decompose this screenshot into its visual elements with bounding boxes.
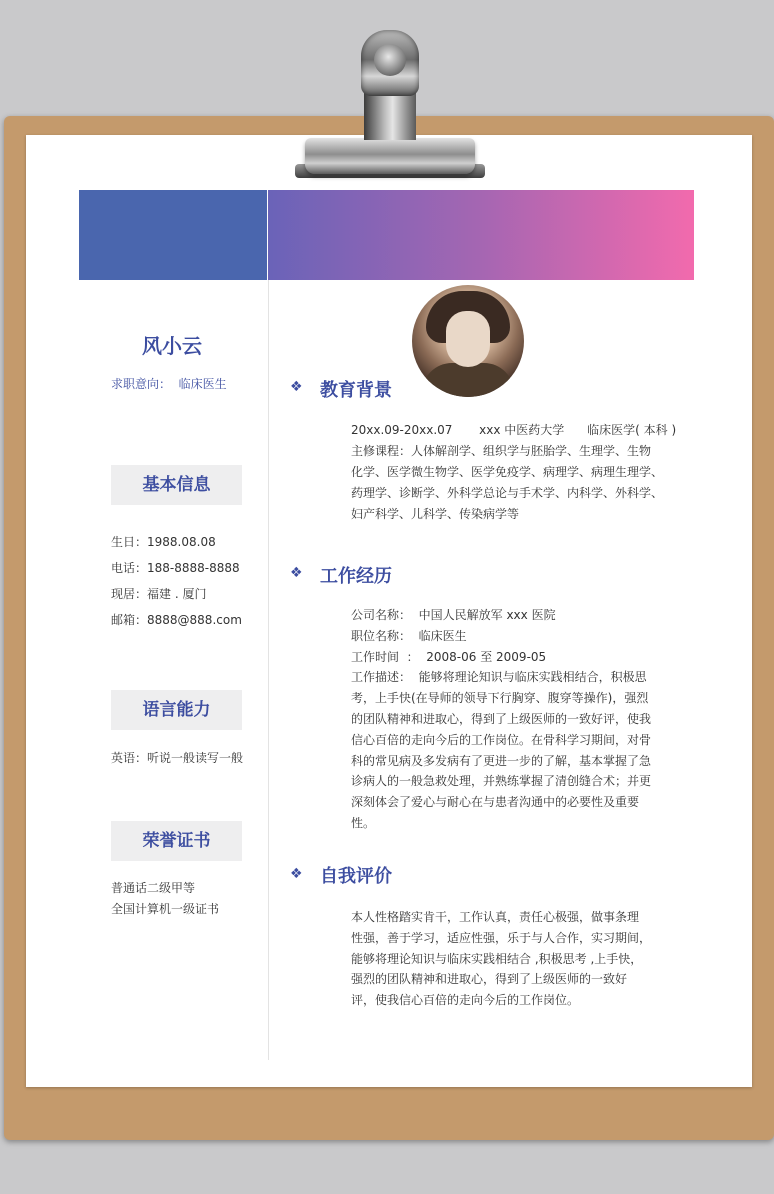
diamond-icon: ❖ [290, 565, 303, 581]
column-divider [268, 280, 269, 1060]
language-line: 英语：听说一般读写一般 [111, 751, 244, 765]
self-eval-line: 能够将理论知识与临床实践相结合 ,积极思考 ,上手快， [351, 952, 643, 966]
phone-line: 电话：188-8888-8888 [111, 561, 240, 575]
honors-heading: 荣誉证书 [111, 821, 242, 861]
education-line: 妇产科学、儿科学、传染病学等 [351, 507, 520, 521]
binder-clip-base [305, 138, 475, 174]
profile-photo [412, 285, 524, 397]
education-line: 化学、医学微生物学、医学免疫学、病理学、病理生理学、 [351, 465, 664, 479]
self-eval-line: 性强，善于学习，适应性强，乐于与人合作，实习期间， [351, 931, 652, 945]
header-band-left [79, 190, 267, 280]
work-line: 诊病人的一般急救处理，并熟练掌握了清创缝合术；并更 [351, 774, 652, 788]
candidate-name: 风小云 [142, 334, 202, 358]
basic-info-heading: 基本信息 [111, 465, 242, 505]
education-line: 20xx.09-20xx.07 xxx 中医药大学 临床医学( 本科 ) [351, 423, 677, 437]
self-eval-line: 本人性格踏实肯干，工作认真，责任心极强，做事条理 [351, 910, 640, 924]
self-eval-title: 自我评价 [320, 866, 392, 887]
work-line: 公司名称： 中国人民解放军 xxx 医院 [351, 608, 556, 622]
work-title: 工作经历 [320, 566, 392, 587]
work-line: 工作时间 ： 2008-06 至 2009-05 [351, 650, 547, 664]
clip-hole [374, 44, 406, 76]
birthday-line: 生日：1988.08.08 [111, 535, 216, 549]
binder-clip-neck [364, 90, 416, 140]
work-line: 性。 [351, 816, 376, 830]
diamond-icon: ❖ [290, 866, 303, 882]
honor-line: 全国计算机一级证书 [111, 902, 220, 916]
email-line: 邮箱：8888@888.com [111, 613, 242, 627]
self-eval-line: 评，使我信心百倍的走向今后的工作岗位。 [351, 993, 580, 1007]
education-title: 教育背景 [320, 380, 392, 401]
header-band-right [268, 190, 694, 280]
residence-line: 现居：福建 . 厦门 [111, 587, 207, 601]
job-intent: 求职意向： 临床医生 [111, 377, 227, 391]
work-line: 的团队精神和进取心，得到了上级医师的一致好评，使我 [351, 712, 652, 726]
self-eval-line: 强烈的团队精神和进取心，得到了上级医师的一致好 [351, 972, 628, 986]
work-line: 信心百倍的走向今后的工作岗位。在骨科学习期间，对骨 [351, 733, 652, 747]
language-heading: 语言能力 [111, 690, 242, 730]
honor-line: 普通话二级甲等 [111, 881, 196, 895]
diamond-icon: ❖ [290, 379, 303, 395]
education-line: 主修课程：人体解剖学、组织学与胚胎学、生理学、生物 [351, 444, 652, 458]
work-line: 科的常见病及多发病有了更进一步的了解，基本掌握了急 [351, 754, 652, 768]
education-line: 药理学、诊断学、外科学总论与手术学、内科学、外科学、 [351, 486, 664, 500]
work-line: 考，上手快(在导师的领导下行胸穿、腹穿等操作)，强烈 [351, 691, 649, 705]
work-line: 工作描述： 能够将理论知识与临床实践相结合，积极思 [351, 670, 647, 684]
work-line: 职位名称： 临床医生 [351, 629, 467, 643]
work-line: 深刻体会了爱心与耐心在与患者沟通中的必要性及重要 [351, 795, 640, 809]
